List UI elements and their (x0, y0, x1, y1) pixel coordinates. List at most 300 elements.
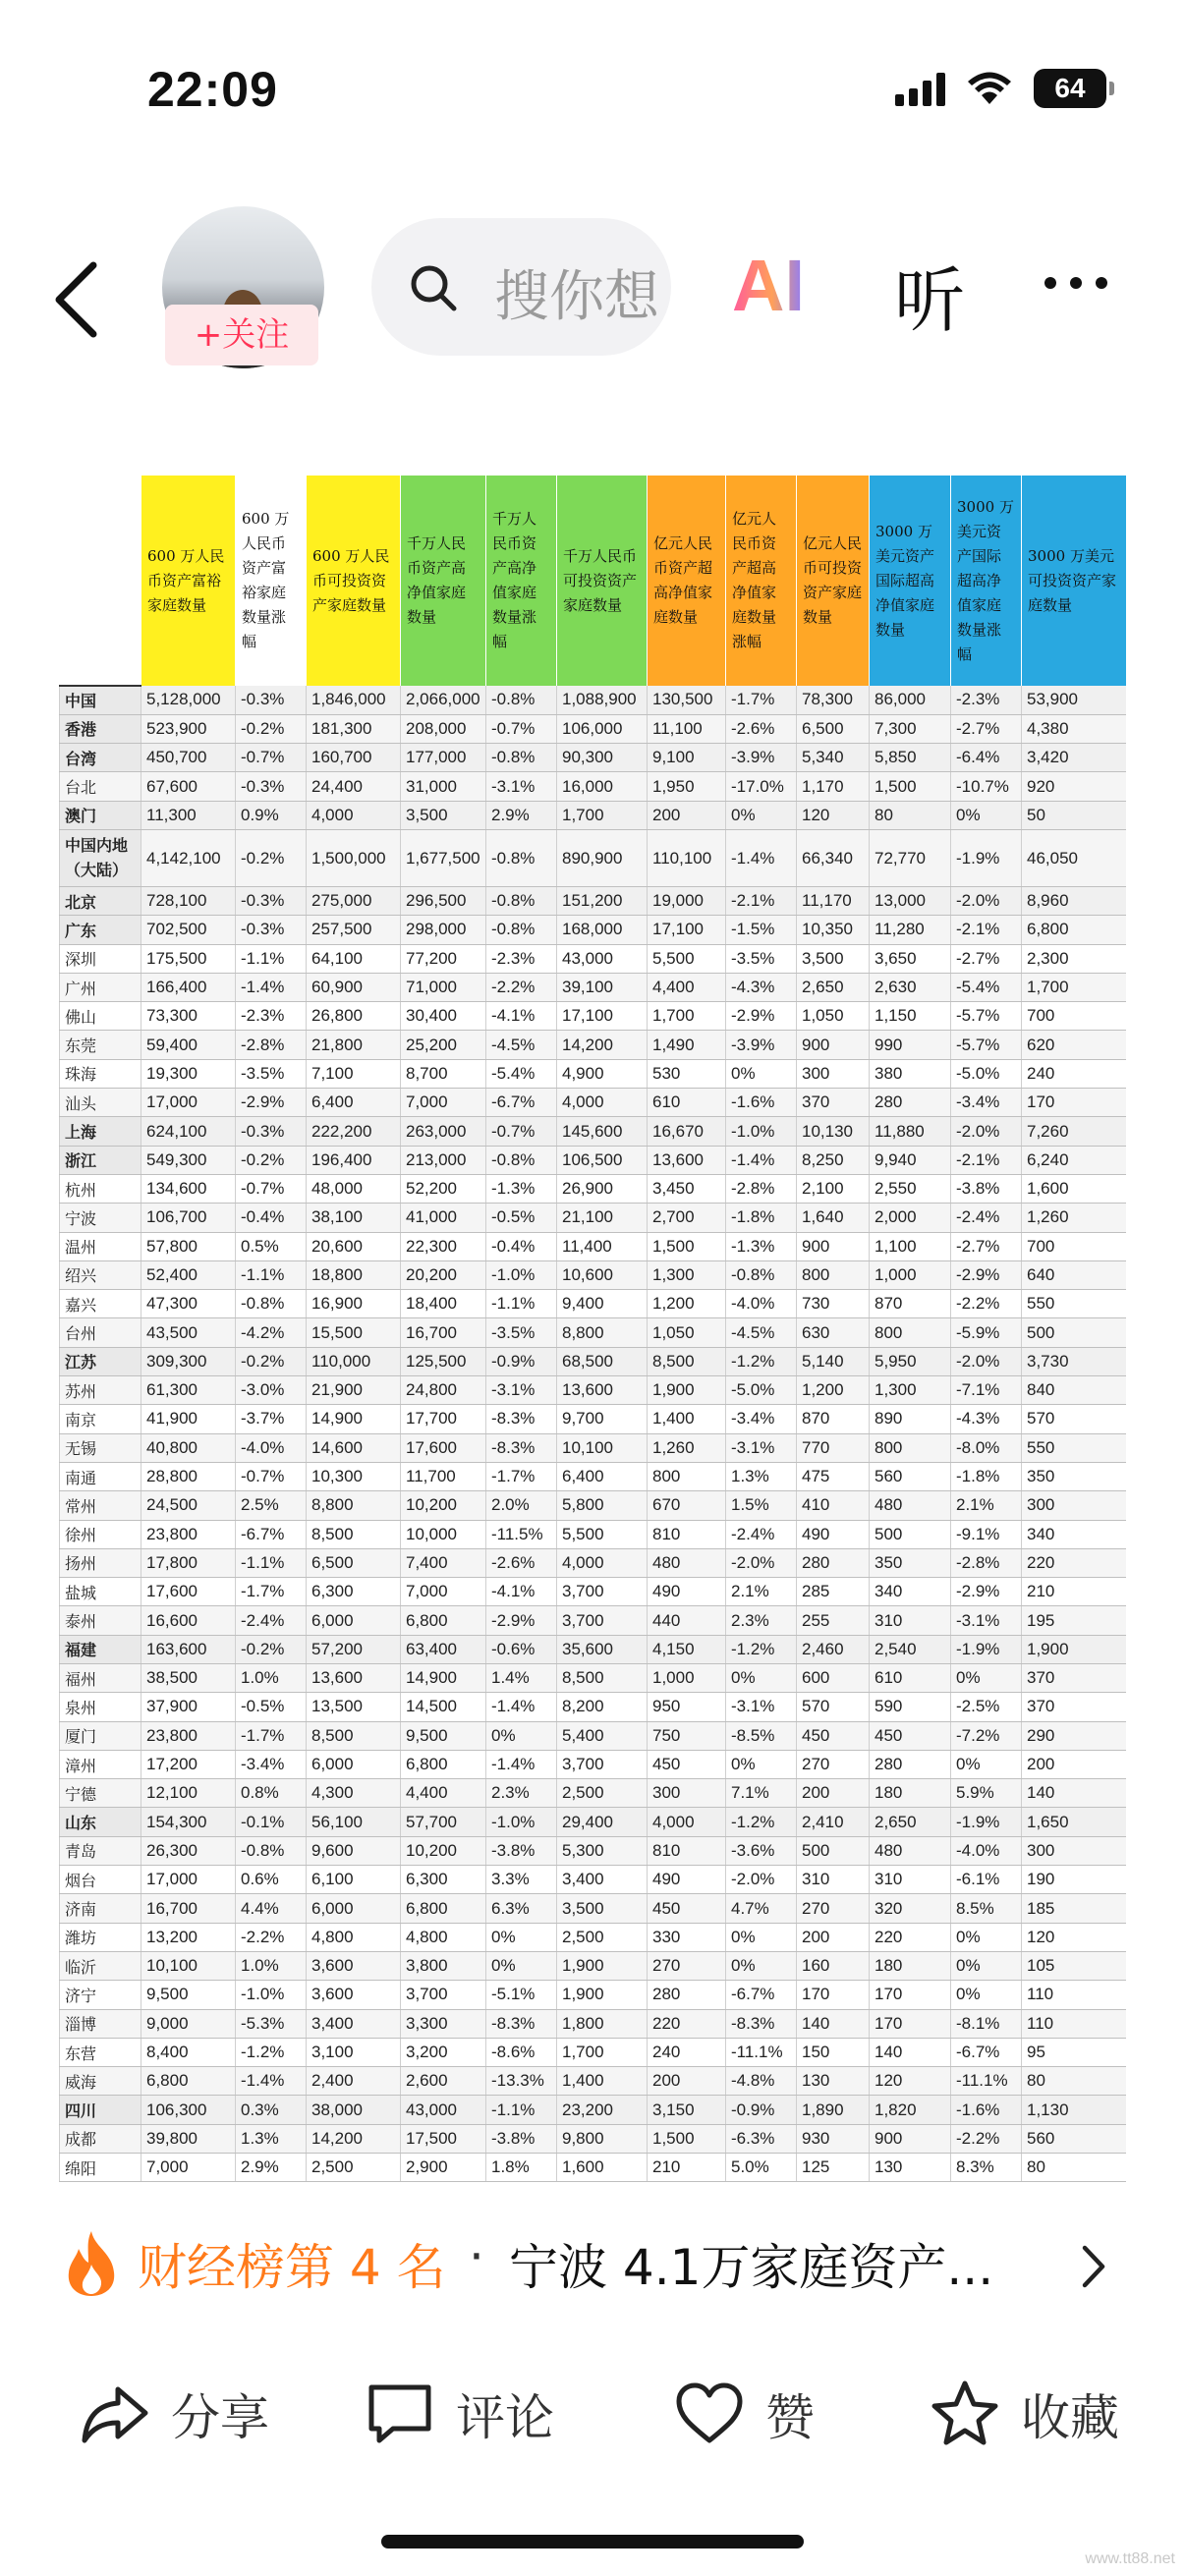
value-cell: 4,400 (648, 973, 726, 1001)
value-cell: 2,000 (870, 1204, 951, 1232)
value-cell: 140 (870, 2038, 951, 2066)
value-cell: 6,400 (307, 1089, 401, 1117)
table-header-cell: 3000 万美元资产国际超高净值家庭数量 (870, 476, 951, 686)
value-cell: -1.4% (236, 973, 307, 1001)
value-cell: -2.0% (951, 1117, 1022, 1146)
value-cell: 0% (951, 1664, 1022, 1693)
value-cell: 52,400 (141, 1260, 236, 1289)
value-cell: 57,200 (307, 1635, 401, 1663)
table-row (60, 1146, 1126, 1174)
value-cell: 800 (648, 1462, 726, 1490)
value-cell: 53,900 (1022, 686, 1126, 714)
back-arrow-icon[interactable] (49, 255, 108, 344)
value-cell: 550 (1022, 1433, 1126, 1462)
value-cell: 4,800 (307, 1923, 401, 1951)
value-cell: -1.2% (726, 1347, 797, 1375)
value-cell: 570 (1022, 1405, 1126, 1433)
value-cell: -4.0% (236, 1433, 307, 1462)
value-cell: 48,000 (307, 1174, 401, 1203)
value-cell: 570 (797, 1693, 870, 1721)
value-cell: 4,150 (648, 1635, 726, 1663)
value-cell: 8,400 (141, 2038, 236, 2066)
value-cell: 6,100 (307, 1866, 401, 1894)
region-cell: 汕头 (60, 1089, 141, 1117)
value-cell: 1,100 (870, 1232, 951, 1260)
value-cell: 523,900 (141, 714, 236, 743)
value-cell: 9,940 (870, 1146, 951, 1174)
value-cell: 125 (797, 2154, 870, 2182)
value-cell: 40,800 (141, 1433, 236, 1462)
value-cell: 9,800 (557, 2124, 648, 2153)
table-header-cell: 千万人民币可投资资产家庭数量 (557, 476, 648, 686)
value-cell: -0.7% (236, 1462, 307, 1490)
value-cell: -17.0% (726, 772, 797, 801)
value-cell: 440 (648, 1606, 726, 1635)
value-cell: 17,100 (648, 916, 726, 944)
value-cell: 80 (1022, 2067, 1126, 2096)
value-cell: -3.9% (726, 1031, 797, 1059)
region-cell: 烟台 (60, 1866, 141, 1894)
value-cell: -0.8% (486, 916, 557, 944)
value-cell: 200 (648, 2067, 726, 2096)
table-row (60, 1433, 1126, 1462)
value-cell: 1,890 (797, 2096, 870, 2124)
region-cell: 广东 (60, 916, 141, 944)
value-cell: -1.7% (236, 1578, 307, 1606)
value-cell: 6,800 (141, 2067, 236, 2096)
value-cell: 0% (726, 1951, 797, 1980)
comment-button[interactable] (364, 2378, 554, 2450)
value-cell: 500 (1022, 1318, 1126, 1347)
value-cell: 1,700 (648, 1002, 726, 1031)
value-cell: 1,700 (1022, 973, 1126, 1001)
table-row (60, 1664, 1126, 1693)
value-cell: 7,260 (1022, 1117, 1126, 1146)
share-button[interactable] (79, 2378, 269, 2450)
value-cell: -1.4% (236, 2067, 307, 2096)
value-cell: 930 (797, 2124, 870, 2153)
value-cell: 220 (870, 1923, 951, 1951)
value-cell: 2,400 (307, 2067, 401, 2096)
value-cell: 6,300 (401, 1866, 486, 1894)
value-cell: 3,400 (307, 2009, 401, 2038)
region-cell: 北京 (60, 886, 141, 915)
value-cell: -0.3% (236, 772, 307, 801)
like-label: 赞 (765, 2389, 815, 2446)
value-cell: 4,000 (648, 1808, 726, 1836)
value-cell: 5,140 (797, 1347, 870, 1375)
value-cell: 0% (951, 1951, 1022, 1980)
value-cell: 200 (648, 801, 726, 829)
value-cell: 145,600 (557, 1117, 648, 1146)
value-cell: -1.1% (486, 2096, 557, 2124)
favorite-label: 收藏 (1021, 2389, 1119, 2446)
value-cell: -3.1% (486, 1376, 557, 1405)
value-cell: 490 (648, 1866, 726, 1894)
value-cell: -2.4% (951, 1204, 1022, 1232)
value-cell: 640 (1022, 1260, 1126, 1289)
value-cell: 68,500 (557, 1347, 648, 1375)
value-cell: 3,700 (557, 1578, 648, 1606)
value-cell: 7.1% (726, 1779, 797, 1808)
value-cell: -0.3% (236, 886, 307, 915)
table-row (60, 1548, 1126, 1577)
value-cell: -1.7% (486, 1462, 557, 1490)
value-cell: 21,100 (557, 1204, 648, 1232)
search-box[interactable] (371, 218, 671, 356)
region-cell: 成都 (60, 2124, 141, 2153)
value-cell: 1.4% (486, 1664, 557, 1693)
region-cell: 台湾 (60, 744, 141, 772)
value-cell: 1,500,000 (307, 829, 401, 886)
value-cell: 6,000 (307, 1894, 401, 1923)
value-cell: -2.2% (951, 1290, 1022, 1318)
rank-separator: · (469, 2228, 484, 2285)
value-cell: 9,600 (307, 1836, 401, 1865)
value-cell: 810 (648, 1520, 726, 1548)
value-cell: -2.9% (236, 1089, 307, 1117)
value-cell: 106,300 (141, 2096, 236, 2124)
value-cell: -13.3% (486, 2067, 557, 2096)
value-cell: 39,800 (141, 2124, 236, 2153)
value-cell: 450,700 (141, 744, 236, 772)
value-cell: 10,100 (141, 1951, 236, 1980)
table-row (60, 1808, 1126, 1836)
value-cell: -3.5% (236, 1059, 307, 1088)
value-cell: -6.7% (236, 1520, 307, 1548)
watermark: www.tt88.net (1085, 2550, 1175, 2567)
value-cell: 700 (1022, 1232, 1126, 1260)
value-cell: 6,240 (1022, 1146, 1126, 1174)
value-cell: 2,066,000 (401, 686, 486, 714)
value-cell: 90,300 (557, 744, 648, 772)
value-cell: 50 (1022, 801, 1126, 829)
value-cell: -2.3% (951, 686, 1022, 714)
value-cell: 11,100 (648, 714, 726, 743)
value-cell: 14,600 (307, 1433, 401, 1462)
value-cell: -0.8% (486, 1146, 557, 1174)
value-cell: 900 (797, 1232, 870, 1260)
value-cell: 15,500 (307, 1318, 401, 1347)
value-cell: -0.9% (486, 1347, 557, 1375)
value-cell: 670 (648, 1491, 726, 1520)
value-cell: 200 (1022, 1750, 1126, 1778)
value-cell: 170 (870, 1981, 951, 2009)
value-cell: 0.3% (236, 2096, 307, 2124)
value-cell: 8,200 (557, 1693, 648, 1721)
table-header-cell: 亿元人民币资产超高净值家庭数量涨幅 (726, 476, 797, 686)
region-cell: 威海 (60, 2067, 141, 2096)
region-cell: 中国内地（大陆） (60, 829, 141, 886)
value-cell: 1,050 (648, 1318, 726, 1347)
value-cell: -5.9% (951, 1318, 1022, 1347)
status-icons (895, 69, 1106, 108)
value-cell: 14,200 (557, 1031, 648, 1059)
value-cell: 263,000 (401, 1117, 486, 1146)
value-cell: 7,000 (141, 2154, 236, 2182)
value-cell: 6,800 (401, 1606, 486, 1635)
value-cell: 730 (797, 1290, 870, 1318)
value-cell: 3,500 (797, 944, 870, 973)
value-cell: -1.1% (236, 1260, 307, 1289)
table-header-cell: 千万人民币资产高净值家庭数量涨幅 (486, 476, 557, 686)
value-cell: -0.2% (236, 714, 307, 743)
value-cell: 5,500 (557, 1520, 648, 1548)
value-cell: 0% (951, 1750, 1022, 1778)
table-row (60, 829, 1126, 886)
value-cell: -5.7% (951, 1031, 1022, 1059)
value-cell: -1.1% (236, 1548, 307, 1577)
search-placeholder: 搜你想 (494, 265, 659, 329)
value-cell: 110 (1022, 2009, 1126, 2038)
value-cell: 1.0% (236, 1951, 307, 1980)
region-cell: 泰州 (60, 1606, 141, 1635)
value-cell: 296,500 (401, 886, 486, 915)
value-cell: 275,000 (307, 886, 401, 915)
value-cell: -8.3% (486, 2009, 557, 2038)
value-cell: -3.4% (951, 1089, 1022, 1117)
value-cell: 17,600 (141, 1578, 236, 1606)
value-cell: 2,500 (557, 1779, 648, 1808)
value-cell: -8.3% (726, 2009, 797, 2038)
value-cell: 1,300 (870, 1376, 951, 1405)
value-cell: -0.7% (236, 1174, 307, 1203)
value-cell: 17,800 (141, 1548, 236, 1577)
value-cell: 1,900 (1022, 1635, 1126, 1663)
value-cell: -2.9% (951, 1578, 1022, 1606)
rank-label: 财经榜第 4 名 (138, 2239, 446, 2296)
value-cell: 222,200 (307, 1117, 401, 1146)
value-cell: 16,000 (557, 772, 648, 801)
value-cell: 1,500 (648, 1232, 726, 1260)
value-cell: 560 (870, 1462, 951, 1490)
value-cell: 3,450 (648, 1174, 726, 1203)
value-cell: 10,200 (401, 1836, 486, 1865)
like-button[interactable] (673, 2378, 815, 2450)
value-cell: 1,600 (1022, 1174, 1126, 1203)
bottom-action-bar (0, 2348, 1185, 2466)
value-cell: 166,400 (141, 973, 236, 1001)
value-cell: 300 (1022, 1836, 1126, 1865)
more-options-icon[interactable] (1044, 277, 1107, 289)
value-cell: 702,500 (141, 916, 236, 944)
value-cell: -2.7% (951, 714, 1022, 743)
value-cell: 450 (648, 1894, 726, 1923)
value-cell: 500 (870, 1520, 951, 1548)
value-cell: 7,300 (870, 714, 951, 743)
value-cell: 56,100 (307, 1808, 401, 1836)
value-cell: 560 (1022, 2124, 1126, 2153)
region-cell: 宁波 (60, 1204, 141, 1232)
status-time: 22:09 (147, 62, 278, 117)
value-cell: 16,700 (141, 1894, 236, 1923)
value-cell: 39,100 (557, 973, 648, 1001)
table-row (60, 2096, 1126, 2124)
value-cell: 2,600 (401, 2067, 486, 2096)
value-cell: 57,700 (401, 1808, 486, 1836)
value-cell: 5.9% (951, 1779, 1022, 1808)
cellular-signal-icon (895, 71, 945, 106)
value-cell: -0.6% (486, 1635, 557, 1663)
value-cell: 309,300 (141, 1347, 236, 1375)
region-cell: 广州 (60, 973, 141, 1001)
value-cell: 220 (1022, 1548, 1126, 1577)
value-cell: -1.4% (486, 1693, 557, 1721)
value-cell: -0.8% (236, 1836, 307, 1865)
table-row (60, 744, 1126, 772)
value-cell: -5.3% (236, 2009, 307, 2038)
value-cell: -6.3% (726, 2124, 797, 2153)
value-cell: 3,800 (401, 1951, 486, 1980)
value-cell: 46,050 (1022, 829, 1126, 886)
value-cell: 37,900 (141, 1693, 236, 1721)
value-cell: 13,600 (648, 1146, 726, 1174)
value-cell: 16,700 (401, 1318, 486, 1347)
value-cell: 28,800 (141, 1462, 236, 1490)
value-cell: 600 (797, 1664, 870, 1693)
value-cell: 340 (870, 1578, 951, 1606)
value-cell: 270 (797, 1750, 870, 1778)
table-row (60, 1260, 1126, 1289)
value-cell: 78,300 (797, 686, 870, 714)
table-row (60, 2154, 1126, 2182)
value-cell: 1,400 (648, 1405, 726, 1433)
value-cell: 0% (726, 1664, 797, 1693)
value-cell: 80 (870, 801, 951, 829)
listen-button[interactable]: 听 (894, 259, 966, 342)
region-cell: 南京 (60, 1405, 141, 1433)
value-cell: 2,900 (401, 2154, 486, 2182)
table-row (60, 944, 1126, 973)
value-cell: 12,100 (141, 1779, 236, 1808)
value-cell: -1.4% (486, 1750, 557, 1778)
value-cell: -6.4% (951, 744, 1022, 772)
value-cell: 180 (870, 1951, 951, 1980)
value-cell: 280 (870, 1750, 951, 1778)
value-cell: 255 (797, 1606, 870, 1635)
value-cell: 490 (648, 1578, 726, 1606)
value-cell: 6,800 (401, 1894, 486, 1923)
ai-button[interactable]: AI (732, 245, 805, 326)
region-cell: 嘉兴 (60, 1290, 141, 1318)
table-row (60, 1462, 1126, 1490)
value-cell: 170 (797, 1981, 870, 2009)
value-cell: 151,200 (557, 886, 648, 915)
value-cell: 280 (797, 1548, 870, 1577)
value-cell: 2.0% (486, 1491, 557, 1520)
value-cell: -2.9% (951, 1260, 1022, 1289)
value-cell: 920 (1022, 772, 1126, 801)
value-cell: 240 (1022, 1059, 1126, 1088)
value-cell: 13,500 (307, 1693, 401, 1721)
value-cell: 9,100 (648, 744, 726, 772)
value-cell: 550 (1022, 1290, 1126, 1318)
post-image-table[interactable] (59, 476, 1125, 2178)
table-header-cell: 亿元人民币资产超高净值家庭数量 (648, 476, 726, 686)
value-cell: -5.0% (726, 1376, 797, 1405)
value-cell: 5,300 (557, 1836, 648, 1865)
value-cell: 110 (1022, 1981, 1126, 2009)
value-cell: 480 (870, 1836, 951, 1865)
value-cell: -6.1% (951, 1866, 1022, 1894)
region-cell: 盐城 (60, 1578, 141, 1606)
home-indicator[interactable] (381, 2535, 804, 2548)
table-row (60, 1232, 1126, 1260)
value-cell: 4,000 (557, 1089, 648, 1117)
region-cell: 潍坊 (60, 1923, 141, 1951)
value-cell: 0% (951, 1923, 1022, 1951)
ranking-banner[interactable] (0, 2191, 1185, 2338)
value-cell: -0.8% (486, 686, 557, 714)
value-cell: -1.2% (236, 2038, 307, 2066)
value-cell: 990 (870, 1031, 951, 1059)
region-cell: 四川 (60, 2096, 141, 2124)
value-cell: -2.1% (951, 1146, 1022, 1174)
value-cell: 1.3% (726, 1462, 797, 1490)
value-cell: 2.3% (726, 1606, 797, 1635)
share-label: 分享 (171, 2389, 269, 2446)
value-cell: -0.8% (486, 886, 557, 915)
value-cell: 110,000 (307, 1347, 401, 1375)
value-cell: 8,500 (307, 1520, 401, 1548)
value-cell: -3.8% (951, 1174, 1022, 1203)
value-cell: 257,500 (307, 916, 401, 944)
value-cell: -4.0% (951, 1836, 1022, 1865)
region-cell: 澳门 (60, 801, 141, 829)
value-cell: 140 (797, 2009, 870, 2038)
value-cell: -1.1% (486, 1290, 557, 1318)
value-cell: 3,600 (307, 1981, 401, 2009)
value-cell: 110,100 (648, 829, 726, 886)
value-cell: 270 (648, 1951, 726, 1980)
value-cell: 26,300 (141, 1836, 236, 1865)
table-row (60, 1347, 1126, 1375)
value-cell: 2.3% (486, 1779, 557, 1808)
follow-button[interactable]: +关注 (165, 305, 318, 365)
value-cell: 43,500 (141, 1318, 236, 1347)
region-cell: 绍兴 (60, 1260, 141, 1289)
value-cell: -0.1% (236, 1808, 307, 1836)
value-cell: 106,500 (557, 1146, 648, 1174)
value-cell: 8,500 (648, 1347, 726, 1375)
value-cell: -11.5% (486, 1520, 557, 1548)
table-row (60, 1779, 1126, 1808)
value-cell: 1,000 (648, 1664, 726, 1693)
value-cell: 750 (648, 1721, 726, 1750)
value-cell: 30,400 (401, 1002, 486, 1031)
table-header-cell (60, 476, 141, 686)
value-cell: 200 (797, 1923, 870, 1951)
value-cell: -1.6% (951, 2096, 1022, 2124)
value-cell: -2.4% (726, 1520, 797, 1548)
value-cell: 1,050 (797, 1002, 870, 1031)
value-cell: 800 (870, 1318, 951, 1347)
value-cell: 0% (486, 1721, 557, 1750)
region-cell: 济南 (60, 1894, 141, 1923)
share-icon (79, 2378, 151, 2450)
value-cell: 9,500 (401, 1721, 486, 1750)
value-cell: -8.5% (726, 1721, 797, 1750)
value-cell: 19,000 (648, 886, 726, 915)
value-cell: 350 (870, 1548, 951, 1577)
value-cell: 10,000 (401, 1520, 486, 1548)
comment-icon (364, 2378, 436, 2450)
value-cell: 190 (1022, 1866, 1126, 1894)
value-cell: 24,400 (307, 772, 401, 801)
value-cell: 3,150 (648, 2096, 726, 2124)
value-cell: 2,500 (557, 1923, 648, 1951)
favorite-button[interactable] (929, 2378, 1119, 2450)
